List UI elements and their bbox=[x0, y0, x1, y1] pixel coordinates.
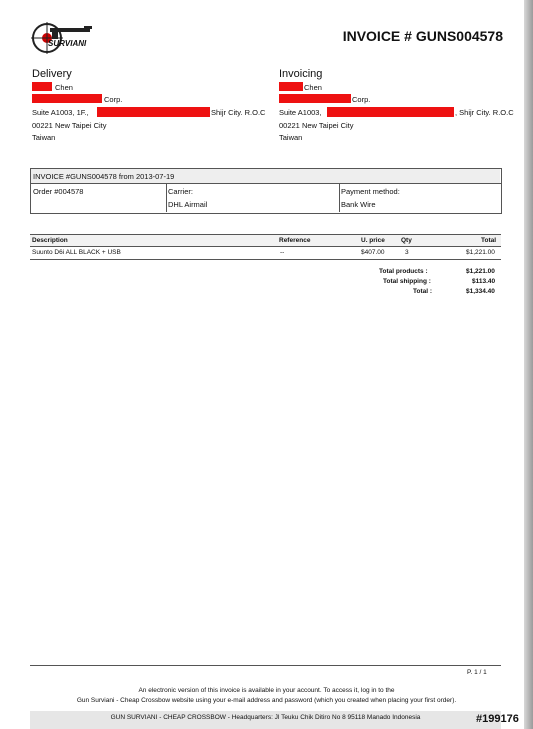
divider bbox=[166, 183, 167, 212]
delivery-company: Corp. bbox=[104, 95, 123, 104]
delivery-address-prefix: Suite A1003, 1F., bbox=[32, 108, 89, 117]
delivery-name: Chen bbox=[55, 83, 73, 92]
redaction bbox=[32, 82, 52, 91]
item-qty: 3 bbox=[405, 249, 409, 256]
divider bbox=[339, 183, 340, 212]
total-products-label: Total products : bbox=[379, 268, 428, 275]
header-total: Total bbox=[481, 237, 497, 244]
redaction bbox=[279, 82, 303, 91]
invoicing-heading: Invoicing bbox=[279, 68, 323, 80]
invoicing-address-suffix: , Shijr City. R.O.C bbox=[455, 108, 514, 117]
header-qty: Qty bbox=[401, 237, 412, 244]
divider bbox=[30, 183, 501, 184]
invoicing-address-prefix: Suite A1003, bbox=[279, 108, 322, 117]
page-number: P. 1 / 1 bbox=[467, 669, 487, 676]
item-reference: -- bbox=[280, 249, 285, 256]
page-edge-shadow bbox=[524, 0, 533, 729]
carrier-value: DHL Airmail bbox=[168, 200, 208, 209]
invoicing-postal-city: 00221 New Taipei City bbox=[279, 121, 354, 130]
items-header-row bbox=[30, 235, 501, 246]
invoice-title: INVOICE # GUNS004578 bbox=[342, 28, 503, 44]
item-description: Suunto D6i ALL BLACK + USB bbox=[32, 249, 121, 256]
footer-note-line1: An electronic version of this invoice is available in your account. To access it, log in to the bbox=[138, 687, 395, 694]
payment-value: Bank Wire bbox=[341, 200, 376, 209]
delivery-postal-city: 00221 New Taipei City bbox=[32, 121, 107, 130]
order-box-title: INVOICE #GUNS004578 from 2013-07-19 bbox=[33, 172, 175, 181]
total-shipping-label: Total shipping : bbox=[383, 278, 431, 285]
item-unit-price: $407.00 bbox=[361, 249, 385, 256]
footer-note-line2: Gun Surviani - Cheap Crossbow website using your e-mail address and password (which you created when placing your first order). bbox=[76, 697, 457, 704]
order-number: Order #004578 bbox=[33, 187, 84, 196]
total-products-value: $1,221.00 bbox=[466, 268, 495, 275]
watermark-id: #199176 bbox=[476, 713, 519, 725]
invoicing-name: Chen bbox=[304, 83, 322, 92]
crosshair-gun-icon bbox=[30, 20, 100, 56]
header-description: Description bbox=[32, 237, 68, 244]
delivery-heading: Delivery bbox=[32, 68, 72, 80]
footer-company-line: GUN SURVIANI - CHEAP CROSSBOW - Headquarters: Jl Teuku Chik Ditiro No 8 95118 Manado Indonesia bbox=[110, 714, 421, 721]
total-shipping-value: $113.40 bbox=[472, 278, 496, 285]
invoicing-company: Corp. bbox=[352, 95, 371, 104]
grand-total-value: $1,334.40 bbox=[466, 288, 495, 295]
grand-total-label: Total : bbox=[413, 288, 433, 295]
delivery-address-suffix: Shijr City. R.O.C bbox=[211, 108, 266, 117]
invoicing-country: Taiwan bbox=[279, 133, 303, 142]
item-total: $1,221.00 bbox=[466, 249, 495, 256]
divider bbox=[30, 665, 501, 666]
carrier-label: Carrier: bbox=[168, 187, 194, 196]
divider bbox=[30, 246, 501, 247]
company-logo bbox=[30, 20, 100, 56]
redaction bbox=[327, 107, 454, 117]
payment-label: Payment method: bbox=[341, 187, 400, 196]
redaction bbox=[97, 107, 210, 117]
redaction bbox=[32, 94, 102, 103]
divider bbox=[30, 259, 501, 260]
header-reference: Reference bbox=[279, 237, 311, 244]
header-unit-price: U. price bbox=[361, 237, 385, 244]
delivery-country: Taiwan bbox=[32, 133, 56, 142]
logo-text: SURVIANI bbox=[48, 39, 87, 48]
redaction bbox=[279, 94, 351, 103]
